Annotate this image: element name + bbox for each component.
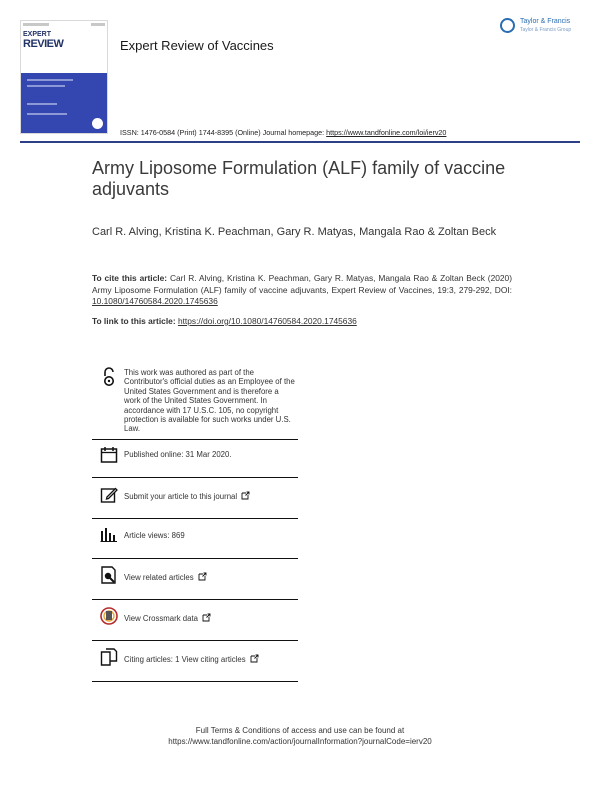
cover-text-line bbox=[27, 113, 67, 115]
edit-icon bbox=[100, 486, 118, 504]
cover-circle bbox=[92, 118, 103, 129]
external-link-icon bbox=[241, 491, 250, 500]
article-link-line bbox=[92, 316, 357, 326]
crossmark-row[interactable] bbox=[92, 607, 298, 629]
citing-articles-row[interactable] bbox=[92, 648, 298, 670]
header-rule bbox=[20, 141, 580, 143]
citation-text: Carl R. Alving, Kristina K. Peachman, Gary R. Matyas, Mangala Rao & Zoltan Beck (2020) Army Liposome Formulation (ALF) family of vaccine adjuvants, Expert Review of Vaccines, 19:3, 279-292, DOI: bbox=[92, 273, 513, 295]
publisher-logo-subtext: Taylor & Francis Group bbox=[520, 27, 572, 33]
bar-chart-icon bbox=[100, 526, 118, 544]
submit-article-row[interactable] bbox=[92, 486, 298, 506]
citing-articles-text: Citing articles: 1 View citing articles bbox=[124, 655, 246, 664]
cover-decoration bbox=[91, 23, 105, 26]
link-label: To link to this article: bbox=[92, 316, 178, 326]
related-articles-link[interactable] bbox=[124, 572, 207, 582]
cover-decoration bbox=[23, 23, 49, 26]
external-link-icon bbox=[198, 572, 207, 581]
calendar-icon bbox=[100, 446, 118, 464]
cover-color-block bbox=[21, 73, 107, 133]
publisher-logo-text: Taylor & Francis bbox=[520, 18, 571, 25]
open-access-row bbox=[92, 368, 298, 438]
article-views-row bbox=[92, 526, 298, 546]
external-link-icon bbox=[250, 654, 259, 663]
related-articles-row[interactable] bbox=[92, 566, 298, 588]
divider bbox=[92, 477, 298, 478]
citation-block bbox=[92, 273, 512, 308]
citation-doi-link[interactable]: 10.1080/14760584.2020.1745636 bbox=[92, 296, 218, 306]
external-link-icon bbox=[202, 613, 211, 622]
published-online-row bbox=[92, 446, 298, 466]
divider bbox=[92, 558, 298, 559]
article-authors: Carl R. Alving, Kristina K. Peachman, Gary R. Matyas, Mangala Rao & Zoltan Beck bbox=[92, 226, 497, 238]
divider bbox=[92, 599, 298, 600]
issn-text: ISSN: 1476-0584 (Print) 1744-8395 (Online) Journal homepage: bbox=[120, 128, 327, 137]
document-search-icon bbox=[100, 566, 118, 584]
crossmark-icon bbox=[100, 607, 118, 625]
divider bbox=[92, 640, 298, 641]
footer-journal-info-url[interactable]: https://www.tandfonline.com/action/journalInformation?journalCode=ierv20 bbox=[168, 737, 432, 746]
divider bbox=[92, 681, 298, 682]
journal-cover-image[interactable] bbox=[20, 20, 108, 134]
divider bbox=[92, 518, 298, 519]
divider bbox=[92, 439, 298, 440]
cover-brand-line2: REVIEW bbox=[23, 38, 64, 50]
cover-brand-line1: EXPERT bbox=[23, 31, 52, 38]
cover-text-line bbox=[27, 79, 73, 81]
submit-article-link[interactable] bbox=[124, 491, 250, 501]
open-access-text: This work was authored as part of the Contributor's official duties as an Employee of the United States Government and is therefore a work of the United States Government. In accordance with 17 U.S.C. 105, no copyright protection is available for such works under U.S. Law. bbox=[124, 368, 295, 434]
cover-text-line bbox=[27, 103, 57, 105]
crossmark-link[interactable] bbox=[124, 613, 211, 623]
journal-title: Expert Review of Vaccines bbox=[120, 38, 274, 53]
cover-text-line bbox=[27, 85, 65, 87]
related-articles-text: View related articles bbox=[124, 573, 194, 582]
published-online-text: Published online: 31 Mar 2020. bbox=[124, 450, 232, 459]
footer bbox=[0, 725, 600, 747]
open-lock-icon bbox=[102, 367, 116, 387]
journal-homepage-link[interactable]: https://www.tandfonline.com/loi/ierv20 bbox=[326, 128, 447, 137]
publisher-logo[interactable] bbox=[498, 16, 578, 42]
citing-articles-link[interactable] bbox=[124, 654, 259, 664]
footer-terms-text: Full Terms & Conditions of access and use can be found at bbox=[195, 726, 405, 735]
publisher-logo-icon bbox=[500, 18, 515, 33]
article-title: Army Liposome Formulation (ALF) family of vaccine adjuvants bbox=[92, 158, 506, 199]
article-doi-url[interactable]: https://doi.org/10.1080/14760584.2020.1745636 bbox=[177, 316, 357, 326]
issn-line bbox=[120, 128, 446, 137]
copy-pages-icon bbox=[100, 648, 118, 666]
crossmark-text: View Crossmark data bbox=[124, 614, 198, 623]
submit-article-text: Submit your article to this journal bbox=[124, 492, 238, 501]
citation-label: To cite this article: bbox=[92, 273, 170, 283]
article-views-text: Article views: 869 bbox=[124, 531, 185, 540]
